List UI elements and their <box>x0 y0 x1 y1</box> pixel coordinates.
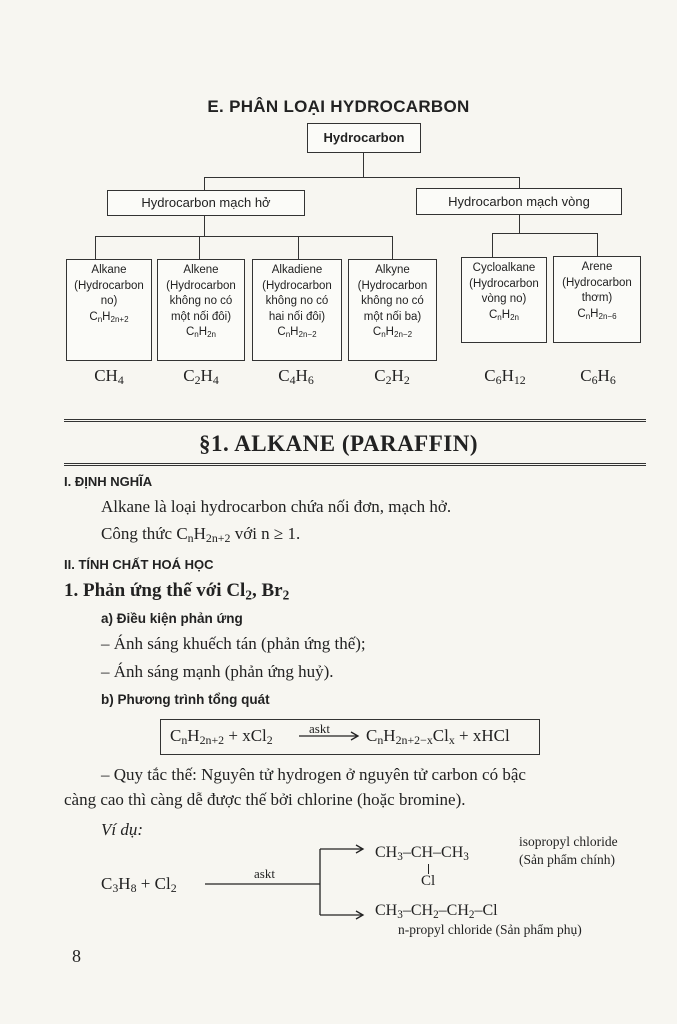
connector <box>204 177 205 190</box>
general-formula-line: Công thức $C_nH_{2n+2}$ với n ≥ 1. <box>101 524 301 545</box>
connector <box>597 233 598 256</box>
connector <box>519 177 520 188</box>
page-number: 8 <box>72 946 81 966</box>
branching-arrows <box>200 840 370 920</box>
leaf-desc: (Hydrocarbon <box>562 276 632 289</box>
tree-leaf-alkene <box>157 259 245 361</box>
leaf-name: Alkane <box>91 264 127 276</box>
equation-arrow-label: askt <box>309 721 330 736</box>
side-product-formula: $CH_3-CH_2-CH_2-Cl$ <box>375 902 498 921</box>
main-product-name: isopropyl chloride <box>519 834 618 849</box>
tree-branch-open-chain: Hydrocarbon mạch hở <box>107 190 305 216</box>
connector <box>492 233 493 257</box>
heading-definition: I. ĐỊNH NGHĨA <box>64 474 153 489</box>
connector <box>492 233 598 234</box>
leaf-name: Cycloalkane <box>472 262 536 274</box>
main-product-note: (Sản phẩm chính) <box>519 852 615 867</box>
leaf-formula: $C_nH_{2n-2}$ <box>277 326 317 339</box>
tree-leaf-alkadiene <box>252 259 342 361</box>
heading-general-equation: b) Phương trình tổng quát <box>101 692 270 707</box>
leaf-desc: (Hydrocarbon <box>469 277 539 290</box>
substitution-rule-line2: càng cao thì càng dễ được thế bởi chlorine (hoặc bromine). <box>64 790 466 809</box>
tree-leaf-alkane <box>66 259 152 361</box>
leaf-formula: $C_nH_{2n}$ <box>488 308 520 322</box>
substitution-rule-line1: – Quy tắc thế: Nguyên tử hydrogen ở nguyên tử carbon có bậc <box>101 765 526 784</box>
example-formula: $C_6H_{12}$ <box>484 366 526 387</box>
example-formula: $C_2H_2$ <box>374 366 410 387</box>
connector <box>95 236 393 237</box>
leaf-formula: $C_nH_{2n-6}$ <box>577 307 617 321</box>
leaf-desc: không no có <box>361 295 424 307</box>
tree-leaf-alkyne <box>348 259 437 361</box>
connector <box>298 236 299 259</box>
tree-branch-cyclic: Hydrocarbon mạch vòng <box>416 188 622 215</box>
reaction-arrow <box>299 730 363 742</box>
leaf-desc: một nối đôi) <box>170 310 232 323</box>
general-equation-box <box>160 719 540 755</box>
leaf-desc: không no có <box>265 295 329 307</box>
equation-reactants: $C_nH_{2n+2} + xCl_2$ <box>170 726 273 747</box>
definition-text: Alkane là loại hydrocarbon chứa nối đơn, mạch hở. <box>101 497 452 516</box>
leaf-desc: no) <box>100 295 118 307</box>
leaf-formula: $C_nH_{2n}$ <box>185 326 217 339</box>
connector <box>95 236 96 259</box>
leaf-desc: (Hydrocarbon <box>357 279 428 292</box>
leaf-desc: vòng no) <box>481 293 527 305</box>
section-rule-top <box>64 419 646 422</box>
section-e-title: E. PHÂN LOẠI HYDROCARBON <box>207 97 470 116</box>
leaf-formula: $C_nH_{2n-2}$ <box>372 326 413 339</box>
connector <box>199 236 200 259</box>
example-formula: $CH_4$ <box>94 366 124 387</box>
tree-leaf-cycloalkane <box>461 257 547 343</box>
side-product-name: n-propyl chloride (Sản phẩm phụ) <box>398 922 582 937</box>
heading-conditions: a) Điều kiện phản ứng <box>101 611 243 626</box>
leaf-desc: (Hydrocarbon <box>262 279 332 292</box>
leaf-desc: một nối ba) <box>363 310 422 323</box>
main-product-cl: Cl <box>421 873 436 889</box>
leaf-desc: (Hydrocarbon <box>74 279 144 292</box>
connector <box>204 177 520 178</box>
example-formula: $C_6H_6$ <box>580 366 616 387</box>
connector <box>392 236 393 259</box>
main-product-formula: $CH_3-CH-CH_3$ <box>375 844 469 863</box>
leaf-name: Alkene <box>183 264 219 276</box>
condition-1: – Ánh sáng khuếch tán (phản ứng thế); <box>101 634 366 653</box>
heading-chemical-properties: II. TÍNH CHẤT HOÁ HỌC <box>64 557 214 572</box>
example-formula: $C_2H_4$ <box>183 366 219 387</box>
condition-2: – Ánh sáng mạnh (phản ứng huỷ). <box>101 662 334 681</box>
leaf-desc: (Hydrocarbon <box>166 279 236 292</box>
heading-substitution-reaction: 1. Phản ứng thế với $Cl_2$, $Br_2$ <box>64 580 290 603</box>
section-rule-bottom <box>64 463 646 466</box>
connector <box>519 215 520 233</box>
example-arrow-label: askt <box>254 866 275 881</box>
tree-leaf-arene <box>553 256 641 343</box>
leaf-formula: $C_nH_{2n+2}$ <box>89 310 129 324</box>
section-1-title: §1. ALKANE (PARAFFIN) <box>198 431 479 456</box>
leaf-desc: hai nối đôi) <box>268 310 326 323</box>
connector <box>363 153 364 177</box>
leaf-name: Arene <box>581 261 613 273</box>
example-reactants: $C_3H_8 + Cl_2$ <box>101 874 177 895</box>
example-label: Ví dụ: <box>101 820 144 839</box>
leaf-name: Alkadiene <box>271 264 323 276</box>
equation-products: $C_nH_{2n+2-x}Cl_x$ + xHCl <box>366 726 510 747</box>
connector <box>204 216 205 236</box>
leaf-desc: không no có <box>169 295 233 307</box>
example-formula: $C_4H_6$ <box>278 366 314 387</box>
tree-root-box: Hydrocarbon <box>307 123 421 153</box>
leaf-name: Alkyne <box>375 264 410 276</box>
leaf-desc: thơm) <box>581 292 613 304</box>
